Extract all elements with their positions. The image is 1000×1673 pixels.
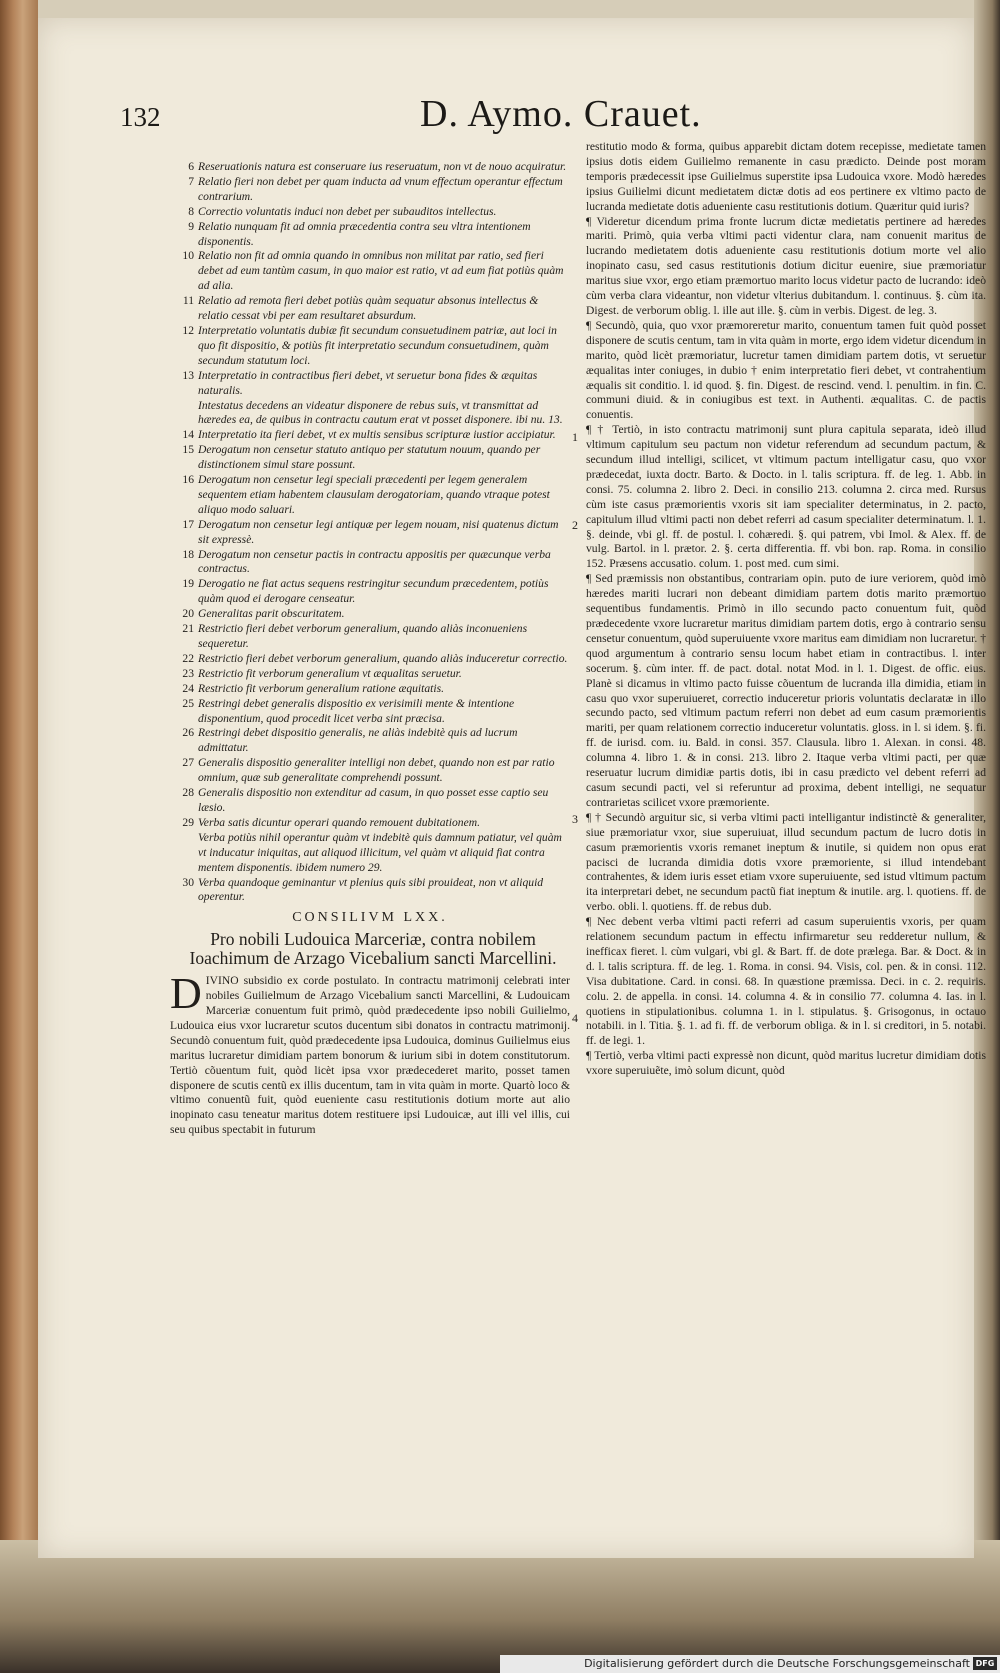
- right-paragraph: ¶ Nec debent verba vltimi pacti referri ad casum superuientis vxoris, per quam relationem secundum pactum in effectu infirmaretur seu redderetur nullum, & inefficax fieret. l. cùm vulgari, vbi gl. & Bart. ff. de dote prælega. Bar. & Doct. & in d. l. talis scriptura. ff. de leg. 1. Roma. in consi. 94. Visis, col. pen. & in consi. 112. Visa dubitatione. Card. in consi. 68. In quæstione præmissa. Deci. in c. 2. requiris. colu. 2. de appella. in consi. 14. columna 4. & in consilio 77. columna 4. Ias. in l. quotiens in stipulationibus. columna 1. in l. stipulatus. §. Grisogonus, in octauo notabili. in l. Titia. §. 1. ad fi. ff. de verborum obliga. & in l. si creditori, in 5. notabi. ff. de legi. 1.: [586, 915, 986, 1048]
- summary-item: [170, 756, 570, 786]
- summary-text: Reseruationis natura est conseruare ius reseruatum, non vt de nouo acquiratur.: [198, 160, 567, 173]
- summary-number: 28: [182, 786, 194, 800]
- summary-text: Restrictio fit verborum generalium ratione æquitatis.: [198, 681, 445, 695]
- summary-item: [170, 220, 570, 250]
- summary-number: 22: [182, 651, 194, 665]
- summary-text: Intestatus decedens an videatur disponere de rebus suis, vt transmittat ad hæredes ea, de quibus in contractu cautum erat vt posset disponere. ibi nu. 13.: [198, 398, 563, 427]
- summary-number: 18: [182, 547, 194, 561]
- summary-item: [170, 324, 570, 369]
- summary-item: [170, 876, 570, 906]
- right-paragraph: restitutio modo & forma, quibus apparebit dictam dotem recepisse, medietate tamen ipsius dotis eidem Guilielmo remanente in casu prædicto. Deinde post moram temporis prædecessit ipse Guilielmus superstite ipsa Ludouica vxore. Modò hæredes ipsius Guilielmi dicunt medietatem dictæ dotis ad eos pertinere ex vltimo pacto de lucranda medietate dotis adueniente casu restitutionis dotium. Quæritur quid iuris?: [586, 140, 986, 213]
- summary-number: 27: [182, 756, 194, 770]
- summary-number: 21: [182, 622, 194, 636]
- summary-item: [170, 160, 570, 175]
- summary-text: Restringi debet generalis dispositio ex verisimili mente & intentione disponentium, quod procedit licet verba sint præcisa.: [198, 696, 515, 725]
- summary-text: Verba quandoque geminantur vt plenius quis sibi prouideat, non vt aliquid operentur.: [198, 875, 544, 904]
- summary-text: Restrictio fit verborum generalium vt æqualitas seruetur.: [198, 666, 462, 680]
- summary-item: [170, 428, 570, 443]
- summary-number: 26: [182, 726, 194, 740]
- summary-number: 16: [182, 473, 194, 487]
- right-paragraphs: [586, 140, 986, 1079]
- book-edge-left: [0, 0, 38, 1673]
- summary-text: Interpretatio ita fieri debet, vt ex multis sensibus scripturæ iustior accipiatur.: [198, 428, 556, 442]
- summary-item: [170, 443, 570, 473]
- right-paragraph: ¶ Videretur dicendum prima fronte lucrum dictæ medietatis pertinere ad hæredes mariti. Primò, quia verba vltimi pacti videntur clara, nam conuenit maritus de lucrando medietatem dotis adueniente casu restitutionis dotium morte vel alio inopinato casu, sed casus restitutionis dotium dicitur euenire, siue præmoriatur maritus siue vxor, ergo etiam præmortuo marito locus videtur pacto de lucrando: ideò cùm verba clara videantur, non videtur vlterius dubitandum. l. continuus. §. cùm ita. Digest. de verborum oblig. l. ille aut ille. §. cùm in verbis. Digest. de leg. 3.: [586, 214, 986, 317]
- summary-item: [170, 518, 570, 548]
- summary-text: Interpretatio in contractibus fieri debet, vt seruetur bona fides & æquitas naturalis.: [198, 368, 538, 397]
- footer-credit: Digitalisierung gefördert durch die Deutsche Forschungsgemeinschaft: [584, 1657, 970, 1670]
- summary-text: Derogatum non censetur statuto antiquo per statutum nouum, quando per distinctionem simul stare possunt.: [198, 443, 541, 472]
- summary-text: Restrictio fieri debet verborum generalium, quando aliàs inconueniens sequeretur.: [198, 622, 528, 650]
- summary-item: [170, 816, 570, 831]
- summary-item: [170, 726, 570, 756]
- running-title: D. Aymo. Crauet.: [420, 93, 702, 135]
- summary-list: [170, 160, 570, 905]
- summary-text: Generalis dispositio non extenditur ad casum, in quo posset esse captio seu læsio.: [198, 786, 549, 814]
- summary-number: 20: [182, 607, 194, 621]
- summary-text: Verba satis dicuntur operari quando remouent dubitationem.: [198, 815, 480, 829]
- summary-number: 17: [182, 517, 194, 531]
- summary-number: 25: [182, 696, 194, 710]
- summary-item: [170, 294, 570, 324]
- summary-item: [170, 682, 570, 697]
- summary-text: Relatio fieri non debet per quam inducta ad vnum effectum operantur effectum contrarium.: [198, 174, 563, 203]
- summary-item: [170, 786, 570, 816]
- consilium-title: CONSILIVM LXX.: [292, 910, 448, 926]
- summary-number: 10: [182, 249, 194, 263]
- summary-number: 14: [182, 428, 194, 442]
- summary-number: 7: [188, 174, 194, 188]
- summary-text: Relatio ad remota fieri debet potiùs quàm sequatur absonus intellectus & relatio cessat vbi per eam resultaret absurdum.: [198, 294, 539, 323]
- summary-item: [170, 473, 570, 518]
- summary-text: Derogatum non censetur legi antiquæ per legem nouam, nisi quatenus dictum sit expressè.: [198, 517, 559, 546]
- summary-text: Derogatum non censetur legi speciali præcedenti per legem generalem sequentem etiam habentem clausulam derogatoriam, quando vtraque potest aliquo modo saluari.: [198, 473, 550, 516]
- summary-number: 13: [182, 368, 194, 382]
- summary-text: Correctio voluntatis induci non debet per subauditos intellectus.: [198, 204, 497, 218]
- summary-item: [170, 205, 570, 220]
- margin-number: 3: [572, 812, 578, 826]
- summary-item: [170, 667, 570, 682]
- summary-item: [170, 652, 570, 667]
- footer-bar: [500, 1655, 1000, 1673]
- right-paragraph: ¶ † Tertiò, in isto contractu matrimonij sunt plura capitula separata, ideò illud vltimum capitulum seu pactum non videtur referendum ad secundum pactum, & secundum illud intelligi, scilicet, vt vltimum pactum intelligatur casu, quo vxor prædecedat, iuxta doctr. Barto. & Docto. in l. talis scriptura. ff. de leg. 1. Abb. in consi. 75. columna 2. libro 2. Deci. in consilio 213. columna 2. circa med. Rursus cùm iste casus præmorientis vxoris sit iam specialiter determinatus, in 2. pacto, capitulum illud vltimi pacti non debet referri ad casum specialiter determinatum. l. 1. §. deinde, vbi gl. ff. de postul. l. cohæredi. §. qui patrem, vbi Imol. & Alex. ff. de vulg. Bartol. in l. prætor. 2. §. certa differentia. ff. vbi bon. rap. Roma. in consilio 152. Præsens accusatio. colum. 1. post med. cum simi.: [586, 423, 986, 571]
- summary-item: [170, 369, 570, 399]
- summary-item: [170, 249, 570, 294]
- margin-number: 2: [572, 518, 578, 532]
- consilium-subtitle: Pro nobili Ludouica Marceriæ, contra nobilem Ioachimum de Arzago Vicebalium sancti Marcellini.: [189, 929, 557, 969]
- summary-text: Restringi debet dispositio generalis, ne aliàs indebitè quis ad lucrum admittatur.: [198, 726, 518, 755]
- summary-number: 29: [182, 815, 194, 829]
- summary-text: Generalis dispositio generaliter intelligi non debet, quando non est par ratio omnium, quæ sub generalitate comprehendi possunt.: [198, 756, 555, 785]
- summary-item: [170, 831, 570, 876]
- right-column: [572, 140, 986, 1079]
- summary-item: [170, 577, 570, 607]
- summary-number: 8: [188, 204, 194, 218]
- right-paragraph: ¶ Sed præmissis non obstantibus, contrariam opin. puto de iure veriorem, quòd imò hæredes mariti lucrari non debeant dimidiam partem dotis marito præmortuo sequentibus fundamentis. Primò in illo secundo pacto conuentum fuit, quòd prædecedente vxore lucraretur maritus dimidiam partem dotis, ergo à contrario sensu censetur conuentum, quòd superuiuente vxore maritus eam dimidiam non lucraretur. † quod argumentum à contrario sensu locum habet etiam in contractibus. l. inter socerum. §. cùm inter. ff. de pact. dotal. notat Mod. in l. 1. Digest. de offic. eius. Planè si dicamus in vltimo pacto fuisse cõuentum de lucranda illa dimidia, etiam in casu quo vxor superuiueret, correctio induceretur prioris voluntatis declaratæ in illo secundo pacto, sed vltimum pactum referri non debet ad eum casum præmorientis mariti, per quam relationem correctio induceretur voluntatis. gloss. in l. si idem. §. fi. ff. de iurisd. com. iu. Bald. in consi. 357. Clausula. libro 1. Alexan. in consi. 48. columna 4. libro 1. & in consi. 213. libro 2. Itaque verba vltimi pacti, per quæ reseruatur lucrum dimidiæ partis dotis, ibi in casu prædicto vel debent referri ad casum secundi pacti, vel si referuntur ad proxima, debent intelligi, ne sequatur contrarietas scilicet vxore præmoriente.: [586, 572, 986, 809]
- summary-number: 12: [182, 323, 194, 337]
- page-header: [120, 92, 940, 140]
- summary-text: Relatio non fit ad omnia quando in omnibus non militat par ratio, sed fieri debet ad eum tantùm casum, in quo maior est ratio, vt ad eum fiat potiùs quàm ad alia.: [198, 249, 564, 293]
- margin-number: 4: [572, 1011, 578, 1025]
- summary-number: 24: [182, 681, 194, 695]
- summary-item: [170, 548, 570, 578]
- summary-item: [170, 697, 570, 727]
- consilium-body-text: IVINO subsidio ex corde postulato. In contractu matrimonij celebrati inter nobiles Guilielmum de Arzago Vicebalium sancti Marcellini, & Ludouicam Marceriæ conuentum fuit primò, quòd prædecedente ipso nobili Guilielmo, Ludouica eius vxor lucraretur scutos ducentum sibi donatos in contractu matrimonij. Secundò conuentum fuit, quòd prædecedente ipsa Ludouica, dominus Guilielmus eius maritus lucraretur dimidiam partem bonorum & iurium sibi in dotem constitutorum. Tertiò cõuentum fuit, quòd licèt ipsa vxor prædecederet marito, posset tamen disponere de scutis centũ ex illis ducentum, tam in vita quàm in morte. Quartò loco & vltimo conuentũ fuit, quòd eueniente casu restitutionis dotium morte aut alio inopinato casu teneatur maritus dotem restituere ipsi Ludouicæ, aut illi vel illis, cui seu quibus spectabit in futurum: [170, 974, 570, 1137]
- book-bottom-edge: [0, 1540, 1000, 1673]
- dropcap-initial: D: [170, 969, 202, 1019]
- summary-number: 11: [182, 294, 194, 308]
- summary-text: Derogatio ne fiat actus sequens restringitur secundum præcedentem, potiùs quàm quod ei derogare censeatur.: [198, 577, 549, 606]
- summary-item: [170, 622, 570, 652]
- summary-number: 30: [182, 875, 194, 889]
- summary-item: [170, 607, 570, 622]
- summary-item: [170, 399, 570, 429]
- summary-number: 9: [188, 219, 194, 233]
- summary-number: 15: [182, 443, 194, 457]
- summary-text: Interpretatio voluntatis dubiæ fit secundum consuetudinem patriæ, aut loci in quo fit dispositio, & potiùs fit interpretatio secundum consuetudinem, quàm secundum statutum loci.: [198, 323, 557, 367]
- dfg-logo: DFG: [973, 1657, 997, 1670]
- left-column: [170, 160, 570, 1138]
- right-paragraph: ¶ Secundò, quia, quo vxor præmoreretur marito, conuentum tamen fuit quòd posset disponere de scutis centum, tam in vita quàm in morte, ergo idem videtur dicendum in marito, quòd licèt præmoriatur, lucretur tamen dimidiam partem dotis, vt seruetur æqualitas inter coniuges, in dubio † enim interpretatio fieri debet, vt contrahentium æqualis sit conditio. l. id quod. §. fin. Digest. de rescind. vend. l. penultim. in fin. C. communi diuid. & in coniugibus est text. in Authenti. æqualitas. C. de pactis conuentis.: [586, 318, 986, 422]
- summary-number: 23: [182, 666, 194, 680]
- margin-number: 1: [572, 430, 578, 444]
- summary-number: 6: [188, 160, 194, 173]
- page-number: 132: [120, 102, 161, 132]
- summary-text: Restrictio fieri debet verborum generalium, quando aliàs induceretur correctio.: [198, 651, 568, 665]
- summary-item: [170, 175, 570, 205]
- summary-text: Generalitas parit obscuritatem.: [198, 607, 345, 621]
- summary-text: Derogatum non censetur pactis in contractu appositis per quæcunque verba contractus.: [198, 547, 551, 576]
- summary-number: 19: [182, 577, 194, 591]
- summary-text: Verba potiùs nihil operantur quàm vt indebitè quis damnum patiatur, vel quàm vt inducatur iniquitas, aut aliquod illicitum, vel quàm vt aliquid fiat contra mentem disponentis. ibidem numero 29.: [198, 830, 562, 874]
- summary-text: Relatio nunquam fit ad omnia præcedentia contra seu vltra intentionem disponentis.: [198, 219, 531, 248]
- consilium-body: [170, 969, 570, 1138]
- right-paragraph: ¶ † Secundò arguitur sic, si verba vltimi pacti intelligantur indistinctè & generaliter, siue præmoriatur vxor, siue superuiuat, illud secundum pactum de lucro dotis in casum præmorientis vxoris remanet ineptum & inutile, si quidem non opus erat pacisci de lucranda dimidia dotis vxore præmoriente, si illud intendebant contrahentes, & idem iuris esset etiam vxore superuiuente, sed istud vltimum pactum ita interpretari debet, ne secundum pactũ fiat ineptum & inutile. arg. l. quotiens. ff. de verbo. obli. l. quotiens. ff. de rebus dub.: [586, 810, 986, 914]
- right-paragraph: ¶ Tertiò, verba vltimi pacti expressè non dicunt, quòd maritus lucretur dimidiam dotis vxore superuiuẽte, imò solum dicunt, quòd: [586, 1049, 986, 1078]
